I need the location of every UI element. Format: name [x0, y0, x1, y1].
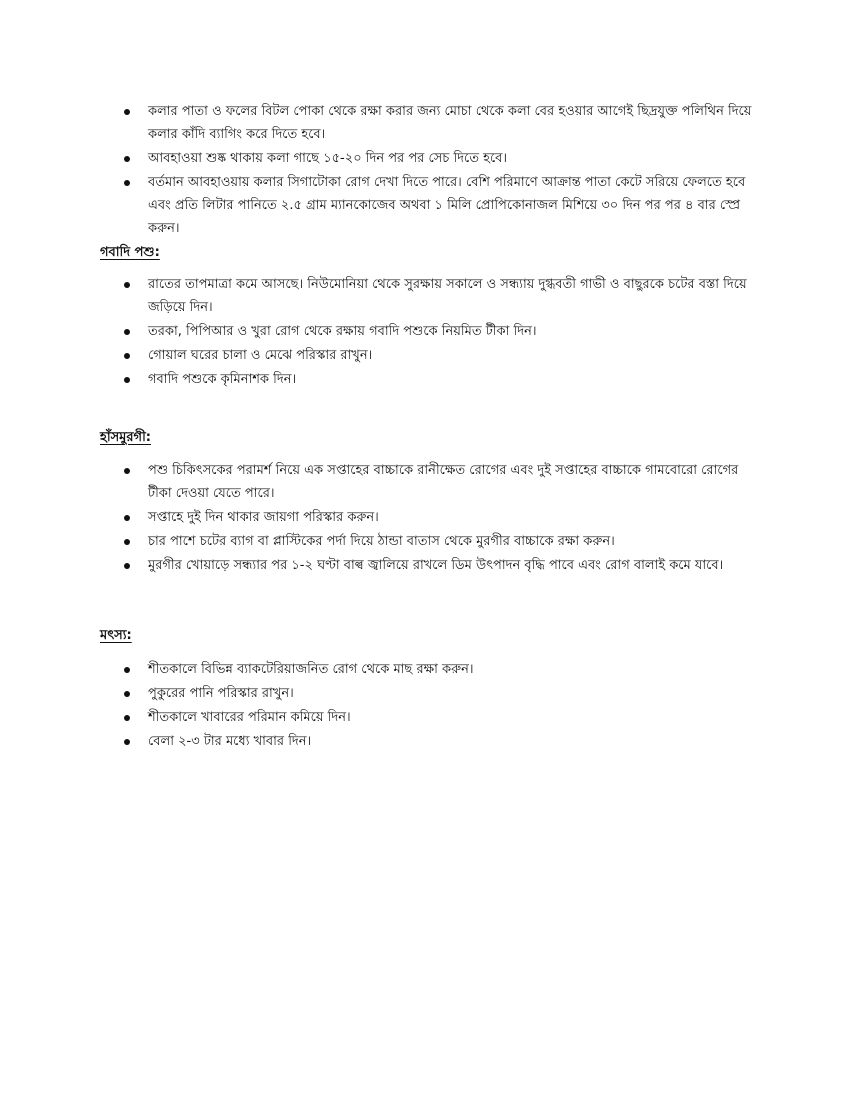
list-item-text: শীতকালে খাবারের পরিমান কমিয়ে দিন। — [148, 710, 351, 725]
section-heading-poultry: হাঁসমুরগী: — [100, 430, 151, 445]
list-item-text: পুকুরের পানি পরিস্কার রাখুন। — [148, 686, 294, 701]
list-item — [122, 344, 754, 367]
list-item — [122, 658, 754, 681]
list-item — [122, 368, 754, 391]
list-item-text: পশু চিকিৎসকের পরামর্শ নিয়ে এক সপ্তাহের বাচ্চাকে রানীক্ষেত রোগের এবং দুই সপ্তাহের বাচ্চাকে গামবোরো রোগের টীকা দেওয়া যেতে পারে। — [148, 463, 739, 501]
list-item — [122, 273, 754, 319]
list-item — [122, 506, 754, 529]
section-heading-fisheries: মৎস্য: — [100, 628, 132, 643]
bullet-icon — [124, 739, 130, 745]
list-item — [122, 730, 754, 753]
bullet-icon — [124, 715, 130, 721]
bullet-icon — [124, 539, 130, 545]
list-item — [122, 682, 754, 705]
list-item — [122, 554, 754, 577]
list-item — [122, 100, 754, 146]
list-item — [122, 147, 754, 170]
bullet-icon — [124, 667, 130, 673]
list-item-text: মুরগীর খোয়াড়ে সন্ধ্যার পর ১-২ ঘণ্টা বাল্ব জ্বালিয়ে রাখলে ডিম উৎপাদন বৃদ্ধি পাবে এবং রোগ বালাই কমে যাবে। — [148, 558, 724, 573]
list-item-text: আবহাওয়া শুষ্ক থাকায় কলা গাছে ১৫-২০ দিন পর পর সেচ দিতে হবে। — [148, 151, 508, 166]
list-item-text: তরকা, পিপিআর ও খুরা রোগ থেকে রক্ষায় গবাদি পশুকে নিয়মিত টীকা দিন। — [148, 324, 537, 339]
list-item-text: শীতকালে বিভিন্ন ব্যাকটেরিয়াজনিত রোগ থেকে মাছ রক্ষা করুন। — [148, 662, 474, 677]
bullet-icon — [124, 180, 130, 186]
bullet-icon — [124, 515, 130, 521]
list-item-text: বর্তমান আবহাওয়ায় কলার সিগাটোকা রোগ দেখা দিতে পারে। বেশি পরিমাণে আক্রান্ত পাতা কেটে সরিয়ে ফেলতে হবে এবং প্রতি লিটার পানিতে ২.৫ গ্রাম ম্যানকোজেব অথবা ১ মিলি প্রোপিকোনাজল মিশিয়ে ৩০ দিন পর পর ৪ বার স্প্রে করুন। — [148, 175, 746, 236]
fisheries-list — [122, 658, 754, 754]
list-item — [122, 459, 754, 505]
bullet-icon — [124, 377, 130, 383]
list-item — [122, 320, 754, 343]
bullet-icon — [124, 156, 130, 162]
list-item-text: গবাদি পশুকে কৃমিনাশক দিন। — [148, 372, 297, 387]
list-item-text: রাতের তাপমাত্রা কমে আসছে। নিউমোনিয়া থেকে সুরক্ষায় সকালে ও সন্ধ্যায় দুগ্ধবতী গাভী ও বাছুরকে চটের বস্তা দিয়ে জড়িয়ে দিন। — [148, 277, 747, 315]
list-item-text: বেলা ২-৩ টার মধ্যে খাবার দিন। — [148, 734, 312, 749]
list-item-text: সপ্তাহে দুই দিন থাকার জায়গা পরিস্কার করুন। — [148, 510, 379, 525]
bullet-icon — [124, 282, 130, 288]
banana-care-list — [122, 100, 754, 241]
poultry-list — [122, 459, 754, 578]
list-item-text: চার পাশে চটের ব্যাগ বা প্লাস্টিকের পর্দা দিয়ে ঠান্ডা বাতাস থেকে মুরগীর বাচ্চাকে রক্ষা করুন। — [148, 534, 615, 549]
bullet-icon — [124, 109, 130, 115]
livestock-list — [122, 273, 754, 392]
list-item — [122, 171, 754, 240]
section-heading-livestock: গবাদি পশু: — [100, 245, 160, 260]
bullet-icon — [124, 691, 130, 697]
list-item-text: গোয়াল ঘরের চালা ও মেঝে পরিস্কার রাখুন। — [148, 348, 373, 363]
bullet-icon — [124, 353, 130, 359]
bullet-icon — [124, 468, 130, 474]
bullet-icon — [124, 329, 130, 335]
list-item-text: কলার পাতা ও ফলের বিটল পোকা থেকে রক্ষা করার জন্য মোচা থেকে কলা বের হওয়ার আগেই ছিদ্রযুক্ত পলিথিন দিয়ে কলার কাঁদি ব্যাগিং করে দিতে হবে। — [148, 104, 752, 142]
list-item — [122, 706, 754, 729]
bullet-icon — [124, 563, 130, 569]
list-item — [122, 530, 754, 553]
